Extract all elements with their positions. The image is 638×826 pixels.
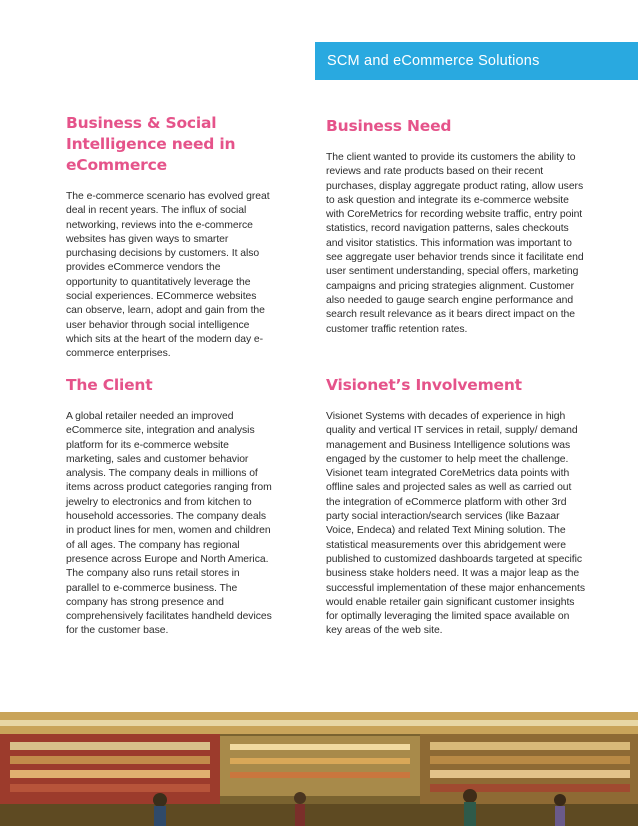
client-heading: The Client xyxy=(66,376,153,394)
section-business-need xyxy=(326,116,588,337)
section-client xyxy=(66,375,274,639)
client-body: A global retailer needed an improved eCommerce site, integration and analysis platform for its e-commerce website marketing, sales and customer behavior analysis. The company deals in millions of items across product categories ranging from jewelry to electronics and from kitchen to household accessories. The company deals in product lines for men, women and children of all ages. The company has regional presence across Europe and North America. The company also runs retail stores in parallel to e-commerce business. The company has strong presence and comprehensively facilitates handheld devices for the customer base. xyxy=(66,411,272,637)
business-social-body: The e-commerce scenario has evolved great deal in recent years. The influx of social networking, reviews into the e-commerce websites has given ways to smarter purchasing decisions by customers. It also provides eCommerce vendors the opportunity to quantitatively leverage the social experiences. ECommerce websites can observe, learn, adopt and gain from the user behavior through social intelligence which sits at the heart of the modern day e-commerce enterprises. xyxy=(66,191,270,360)
section-banner xyxy=(315,42,638,80)
business-need-heading: Business Need xyxy=(326,117,452,135)
section-business-social xyxy=(66,113,274,362)
retail-store-photo xyxy=(0,712,638,826)
involvement-body: Visionet Systems with decades of experience in high quality and vertical IT services in retail, supply/ demand management and Business Intelligence solutions was engaged by the customer to help meet the challenge. Visionet team integrated CoreMetrics data points with offline sales and projected sales as well as carried out the integration of eCommerce platform with other 3rd party social interaction/search services (like Bazaar Voice, Endeca) and related Text Mining solution. The statistical measurements over this abridgement were published to customized dashboards targeted at specific business stake holders need. It was a major leap as the successful implementation of these major enhancements would enable retailer gain significant customer insights for optimally leveraging the limited space available on key areas of the web site. xyxy=(326,411,585,637)
store-photo-illustration xyxy=(0,712,638,826)
involvement-heading: Visionet’s Involvement xyxy=(326,376,522,394)
business-social-heading: Business & Social Intelligence need in eCommerce xyxy=(66,114,236,174)
banner-title: SCM and eCommerce Solutions xyxy=(327,53,540,69)
business-need-body: The client wanted to provide its customers the ability to reviews and rate products based on their recent purchases, display aggregate product rating, allow users to ask question and integrate its e-commerce website with CoreMetrics for recording website traffic, entry point statistics, record navigation patterns, sales checkouts and visitor statistics. This information was important to see aggregate user behavior trends since it facilitate end user sentiment understanding, special offers, marketing campaigns and pricing strategies alignment. Customer also needed to gauge search engine performance and search result relevance as it bears direct impact on the customer traffic retention rates. xyxy=(326,152,584,335)
section-involvement xyxy=(326,375,588,639)
